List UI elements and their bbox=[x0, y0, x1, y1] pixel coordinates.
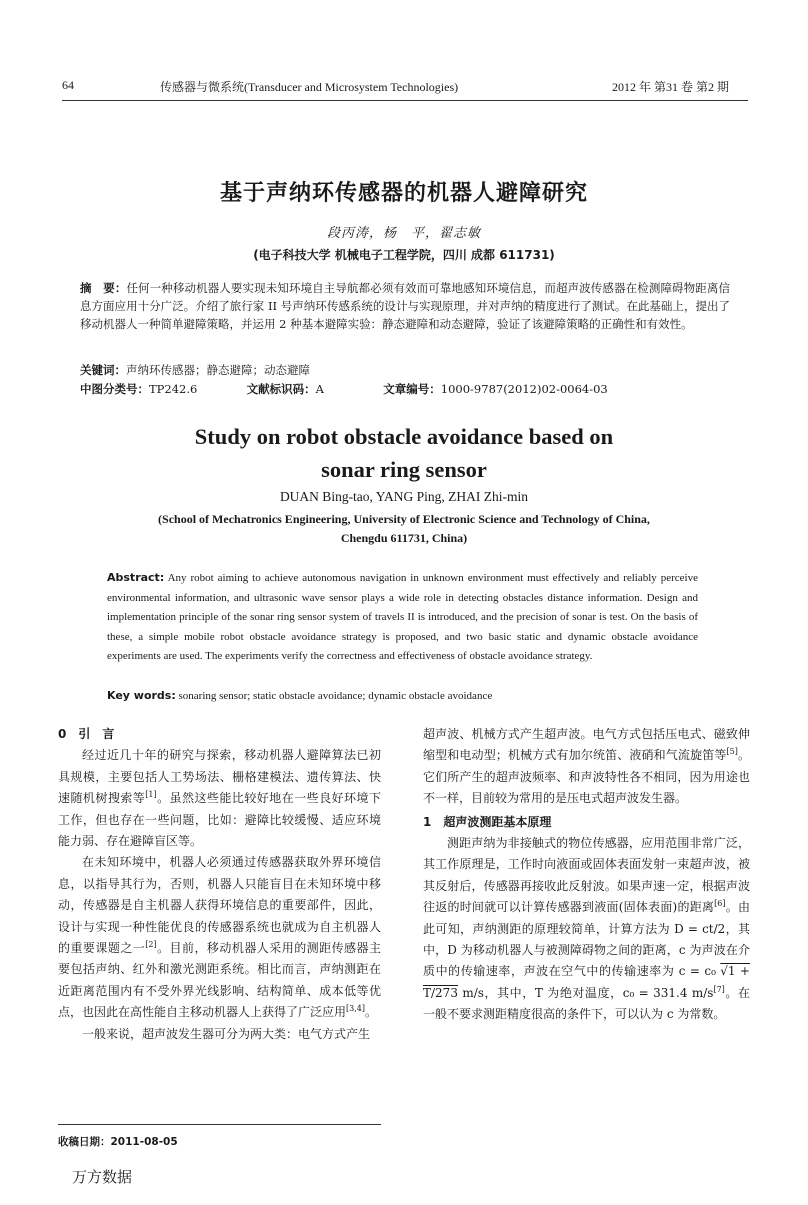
intro-p1-text-b: 。虽然这些能比较好地在一些良好环境下工作，但也存在一些问题，比如：避障比较缓慢、适应环境能力弱、存在避障盲区等。 bbox=[58, 791, 381, 849]
authors-en: DUAN Bing-tao, YANG Ping, ZHAI Zhi-min bbox=[279, 489, 529, 504]
right-column bbox=[423, 724, 750, 1026]
citation-6: [6] bbox=[714, 899, 726, 909]
clc-value: TP242.6 bbox=[149, 382, 198, 396]
intro-p2-text-b: 。目前，移动机器人采用的测距传感器主要包括声纳、红外和激光测距系统。相比而言，声纳测距在近距离范围内有不受外界光线影响、结构简单、成本低等优点，也因此在高性能自主移动机器人上获得了广泛应用 bbox=[58, 941, 381, 1020]
issue-info: 2012 年 第31 卷 第2 期 bbox=[612, 80, 730, 94]
page-number: 64 bbox=[62, 78, 74, 92]
title-en-line1: Study on robot obstacle avoidance based on bbox=[194, 424, 614, 449]
title-en-line2: sonar ring sensor bbox=[321, 457, 487, 482]
keywords-en-text: sonaring sensor; static obstacle avoidance; dynamic obstacle avoidance bbox=[178, 690, 493, 702]
abstract-en-label: Abstract: bbox=[107, 571, 165, 584]
abstract-cn-text: 任何一种移动机器人要实现未知环境自主导航都必须有效而可靠地感知环境信息，而超声波传感器在检测障碍物距离信息方面应用十分广泛。介绍了旅行家 II 号声纳环传感系统的设计与实现原理，并对声纳的精度进行了测试。在此基础上，提出了移动机器人一种简单避障策略，并运用 2 种基本避障实验：静态避障和动态避障，验证了该避障策略的正确性和有效性。 bbox=[80, 281, 730, 331]
intro-paragraph-3: 一般来说，超声波发生器可分为两大类：电气方式产生 bbox=[82, 1026, 371, 1041]
citation-3-4: [3,4] bbox=[346, 1004, 365, 1014]
authors-cn: 段丙涛，杨 平，翟志敏 bbox=[326, 226, 481, 241]
clc-label: 中图分类号： bbox=[80, 382, 149, 396]
principle-text-d: 。在一般不要求测距精度很高的条件下，可以认为 c 为常数。 bbox=[423, 985, 750, 1022]
intro-paragraph-1 bbox=[58, 745, 381, 852]
abstract-cn-label: 摘 要： bbox=[80, 281, 127, 295]
affiliation-en-line2: Chengdu 611731, China) bbox=[340, 531, 468, 545]
intro-p2-text-a: 在未知环境中，机器人必须通过传感器获取外界环境信息，以指导其行为，否则，机器人只能盲目在未知环境中移动，传感器是自主机器人获得环境信息的重要部件，因此，设计与实现一种性能优良的传感器系统也就成为自主机器人的重要课题之一 bbox=[58, 855, 381, 956]
affiliation-en-line1: (School of Mechatronics Engineering, University of Electronic Science and Technology of China, bbox=[158, 512, 650, 526]
wanfang-watermark: 万方数据 bbox=[72, 1168, 133, 1186]
classification-line bbox=[80, 380, 730, 398]
citation-5: [5] bbox=[726, 747, 738, 757]
right-p1-text-a: 超声波、机械方式产生超声波。电气方式包括压电式、磁致伸缩型和电动型；机械方式有加尔统笛、液硝和气流旋笛等 bbox=[423, 727, 750, 763]
citation-2: [2] bbox=[145, 940, 157, 950]
keywords-en bbox=[107, 686, 698, 707]
section-0-heading: 0 引 言 bbox=[58, 727, 115, 741]
left-column bbox=[58, 724, 381, 1045]
keywords-cn-label: 关键词： bbox=[80, 363, 126, 377]
abstract-cn bbox=[80, 279, 730, 333]
article-no-label: 文章编号： bbox=[383, 382, 441, 396]
footnote-rule bbox=[58, 1124, 381, 1125]
principle-text-c: m/s，其中，T 为绝对温度，c₀ = 331.4 m/s bbox=[457, 985, 714, 1000]
header-rule bbox=[62, 100, 748, 101]
principle-text-b: 。由此可知，声纳测距的原理较简单，计算方法为 D = ct/2，其中，D 为移动机器人与被测障碍物之间的距离，c 为声波在介质中的传输速率，声波在空气中的传输速率为 c = c₀ bbox=[423, 900, 750, 979]
intro-paragraph-2 bbox=[58, 852, 381, 1023]
intro-p1-text-a: 经过近几十年的研究与探索，移动机器人避障算法已初具规模，主要包括人工势场法、栅格建模法、遗传算法、快速随机树搜索等 bbox=[58, 748, 381, 806]
abstract-en-text: Any robot aiming to achieve autonomous navigation in unknown environment must effectively and reliably perceive environmental information, and ultrasonic wave sensor plays a wide role in detecting obstacles distance information. Design and implementation principle of the sonar ring sensor system of travels II is introduced, and the precision of sonar is test. On the basis of these, a simple mobile robot obstacle avoidance strategy is proposed, and two basic static and dynamic obstacle avoidance experiments are used. The experiments verify the correctness and effectiveness of obstacle avoidance strategy. bbox=[107, 572, 698, 663]
sqrt-formula: √1 + T/273 bbox=[423, 964, 750, 1000]
intro-p2-text-c: 。 bbox=[364, 1005, 377, 1020]
title-cn: 基于声纳环传感器的机器人避障研究 bbox=[219, 181, 588, 206]
journal-name: 传感器与微系统(Transducer and Microsystem Technologies) bbox=[160, 80, 459, 94]
keywords-cn-text: 声纳环传感器；静态避障；动态避障 bbox=[126, 363, 310, 377]
keywords-cn bbox=[80, 361, 730, 379]
citation-7: [7] bbox=[713, 984, 725, 994]
section-1-heading: 1 超声波测距基本原理 bbox=[423, 814, 552, 829]
citation-1: [1] bbox=[145, 790, 157, 800]
affiliation-cn: (电子科技大学 机械电子工程学院，四川 成都 611731) bbox=[253, 248, 555, 262]
right-p1-text-b: 。它们所产生的超声波频率、和声波特性各不相同，因为用途也不一样，目前较为常用的是压电式超声波发生器。 bbox=[423, 748, 750, 806]
doc-code-value: A bbox=[315, 382, 324, 396]
doc-code-label: 文献标识码： bbox=[246, 382, 316, 396]
abstract-en bbox=[107, 568, 698, 667]
principle-text-a: 测距声纳为非接触式的物位传感器，应用范围非常广泛，其工作原理是，工作时向液面或固体表面发射一束超声波，被其反射后，传感器再接收此反射波。如果声速一定，根据声波往返的时间就可以计算传感器到液面(固体表面)的距离 bbox=[423, 836, 750, 915]
article-no-value: 1000-9787(2012)02-0064-03 bbox=[440, 382, 608, 396]
received-date: 收稿日期：2011-08-05 bbox=[58, 1136, 178, 1148]
right-paragraph-1 bbox=[423, 724, 750, 810]
principle-paragraph bbox=[423, 833, 750, 1026]
keywords-en-label: Key words: bbox=[107, 689, 176, 702]
